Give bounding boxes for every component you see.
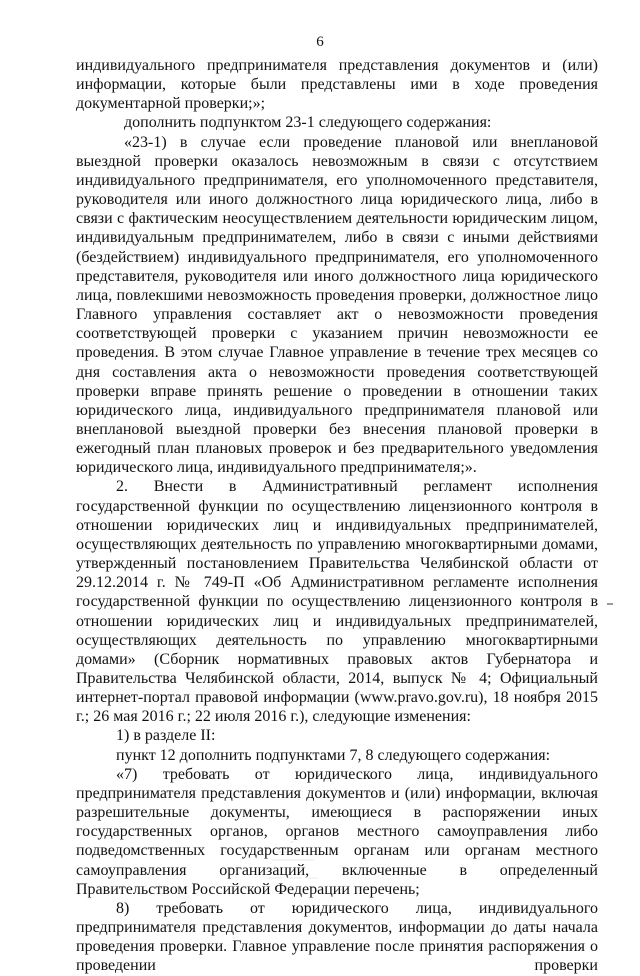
page-number: 6 xyxy=(316,34,324,50)
paragraph-subclause-7: «7) требовать от юридического лица, индивидуального предпринимателя представления документов и (или) информации, включая разрешительные документы, имеющиеся в распоряжении иных государственных органов, органов местного самоуправления либо подведомственных государственным органам или органам местного самоуправления организаций, включенные в определенный Правительством Российской Федерации перечень; xyxy=(76,765,598,898)
paragraph-item-2: 2. Внести в Административный регламент исполнения государственной функции по осуществлению лицензионного контроля в отношении юридических лиц и индивидуальных предпринимателей, осуществляющих деятельность по управлению многоквартирными домами, утвержденный постановлением Правительства Челябинской области от 29.12.2014 г. № 749-П «Об Административном регламенте исполнения государственной функции по осуществлению лицензионного контроля в отношении юридических лиц и индивидуальных предпринимателей, осуществляющих деятельность по управлению многоквартирными домами» (Сборник нормативных правовых актов Губернатора и Правительства Челябинской области, 2014, выпуск № 4; Официальный интернет-портал правовой информации (www.pravo.gov.ru), 18 ноября 2015 г.; 26 мая 2016 г.; 22 июля 2016 г.), следующие изменения: xyxy=(76,478,598,726)
scan-edge-mark xyxy=(607,603,613,605)
paragraph-subclause-8: 8) требовать от юридического лица, индивидуального предпринимателя представления документов, информации до даты начала проведения проверки. Главное управление после принятия распоряжения о проведении проверки xyxy=(76,899,598,975)
document-body xyxy=(76,56,598,976)
paragraph-clause-12: пункт 12 дополнить подпунктами 7, 8 следующего содержания: xyxy=(116,746,551,764)
paragraph-continuation: индивидуального предпринимателя представления документов и (или) информации, которые были представлены ими в ходе проведения документарной проверки;»; xyxy=(76,57,598,113)
paragraph-subclause-23-1: «23-1) в случае если проведение плановой или внеплановой выездной проверки оказалось невозможным в связи с отсутствием индивидуального предпринимателя, его уполномоченного представителя, руководителя или иного должностного лица юридического лица, либо в связи с фактическим неосуществлением деятельности юридическим лицом, индивидуальным предпринимателем, либо в связи с иными действиями (бездействием) индивидуального предпринимателя, его уполномоченного представителя, руководителя или иного должностного лица юридического лица, повлекшими невозможность проведения проверки, должностное лицо Главного управления составляет акт о невозможности проведения соответствующей проверки с указанием причин невозможности ее проведения. В этом случае Главное управление в течение трех месяцев со дня составления акта о невозможности проведения соответствующей проверки вправе принять решение о проведении в отношении таких юридического лица, индивидуального предпринимателя плановой или внеплановой выездной проверки без внесения плановой проверки в ежегодный план плановых проверок и без предварительного уведомления юридического лица, индивидуального предпринимателя;». xyxy=(76,133,598,477)
paragraph-amendment-intro: дополнить подпунктом 23-1 следующего содержания: xyxy=(124,114,492,132)
paragraph-section-ii: 1) в разделе II: xyxy=(116,727,216,745)
faint-stamp-mark xyxy=(258,826,328,886)
